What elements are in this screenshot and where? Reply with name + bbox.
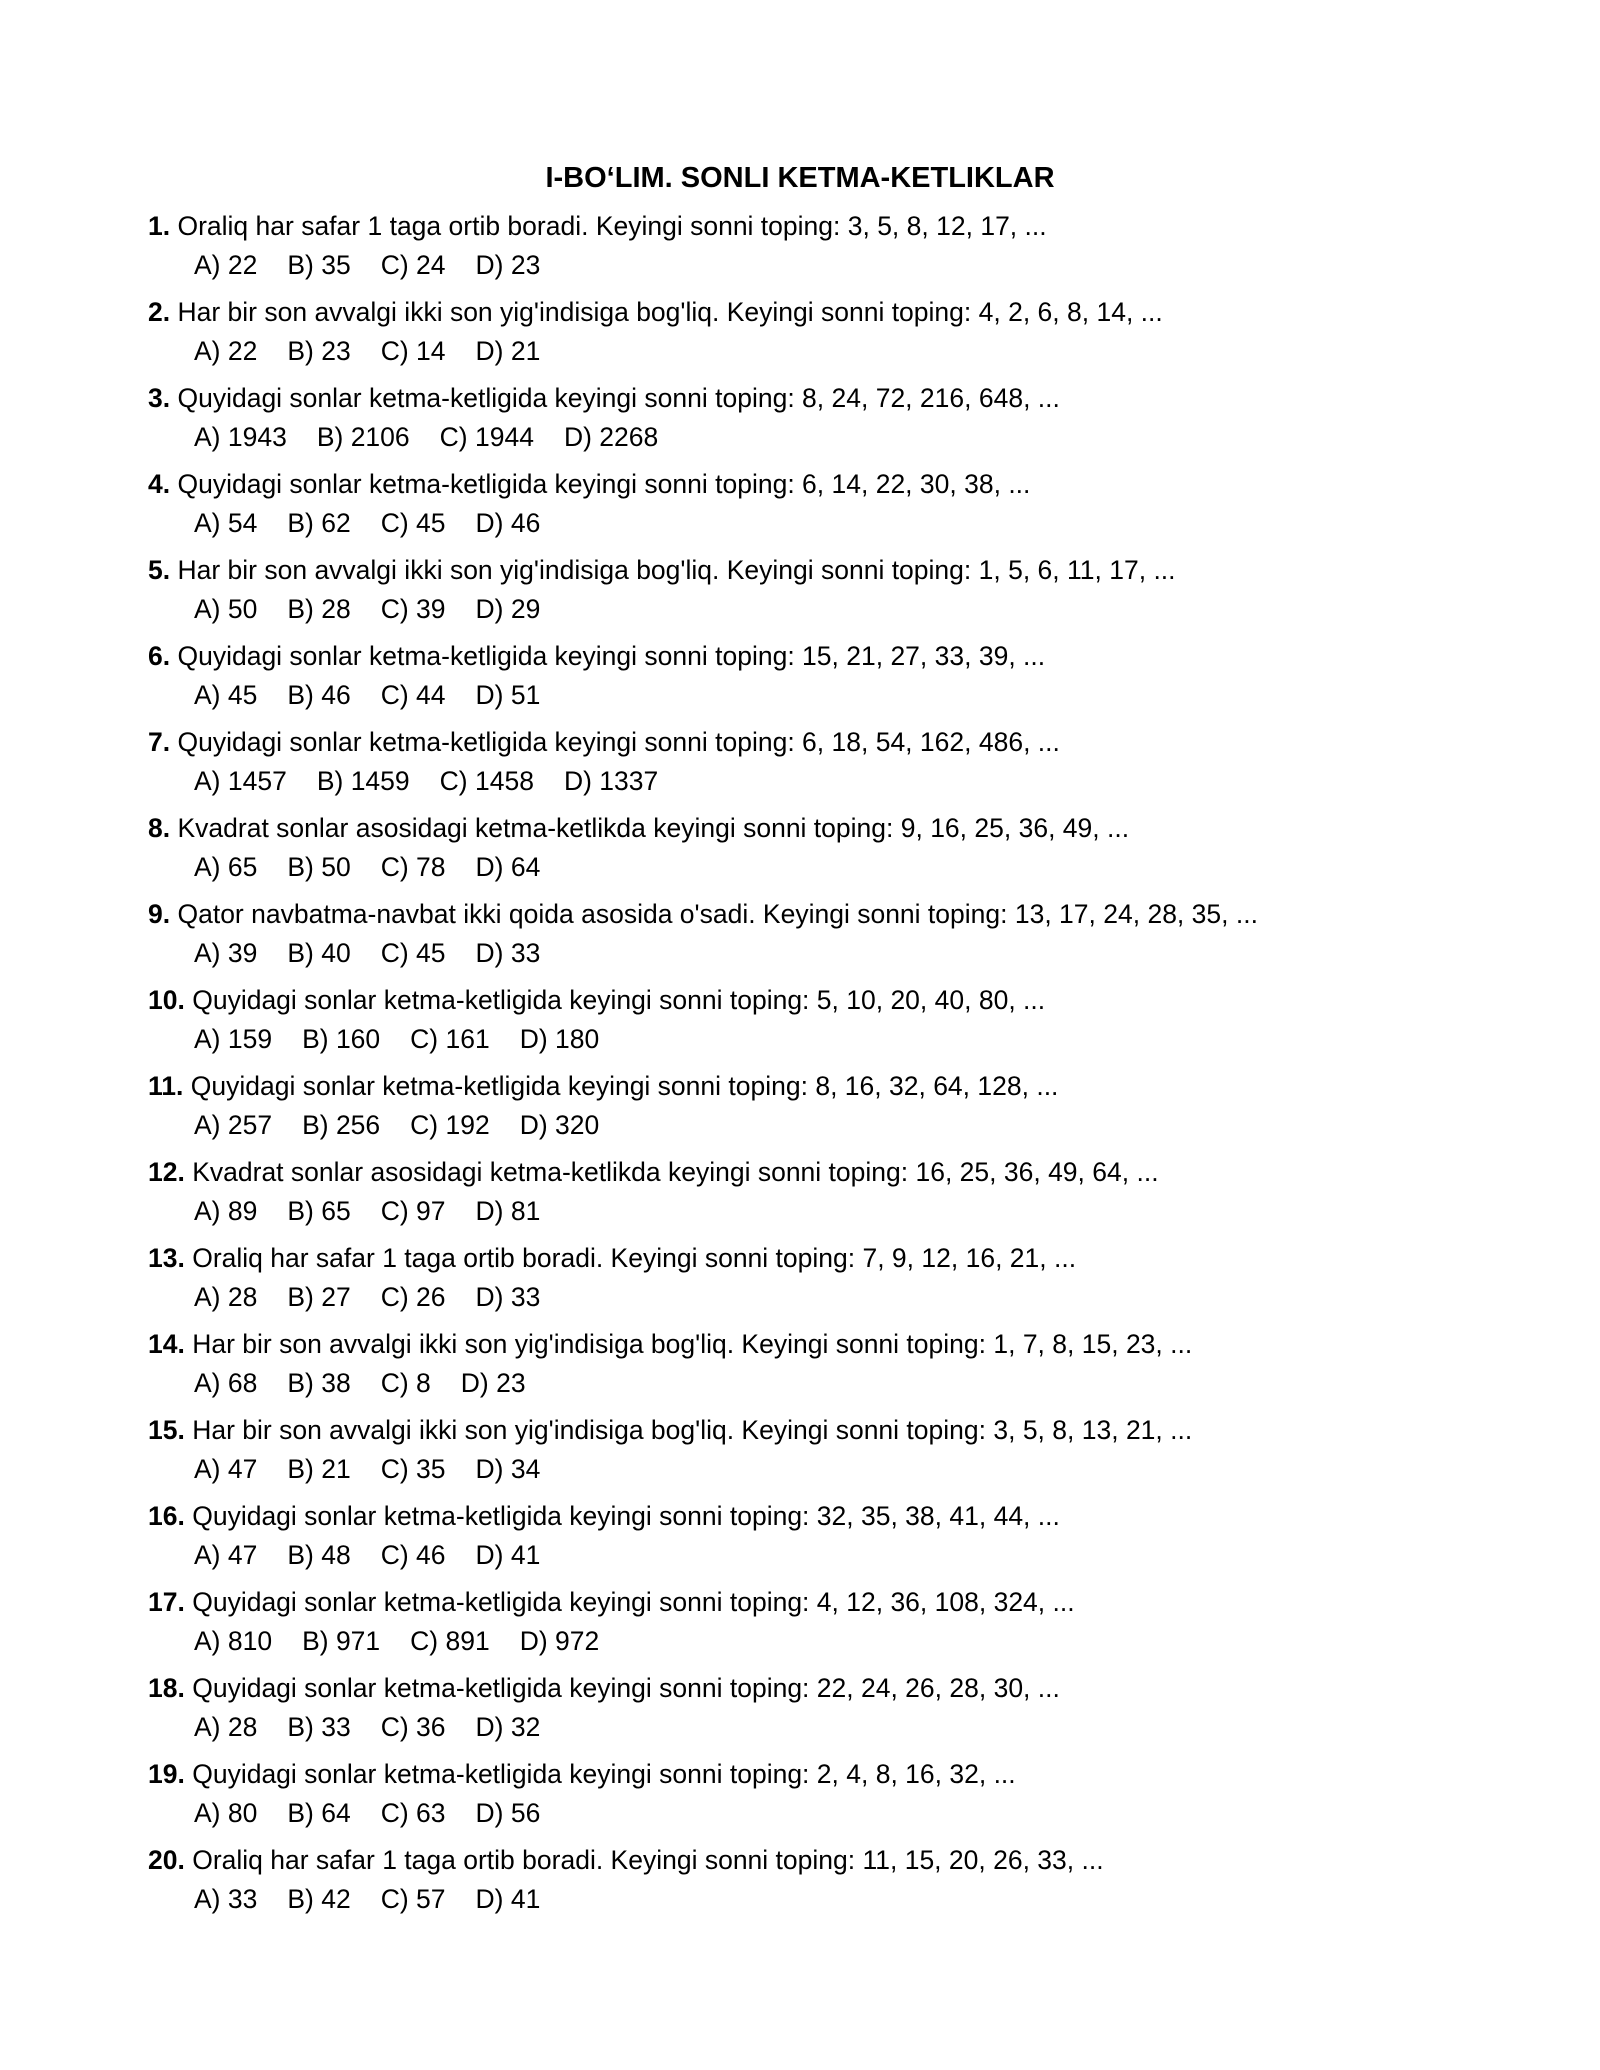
question-text: Har bir son avvalgi ikki son yig'indisiga bog'liq. Keyingi sonni toping: 3, 5, 8, 13, 21, ... (192, 1415, 1193, 1445)
answer-options (148, 1537, 1528, 1573)
question-number: 7. (148, 727, 171, 757)
question-line (148, 1498, 1528, 1534)
answer-option: B) 160 (302, 1024, 381, 1054)
question-number: 12. (148, 1157, 185, 1187)
question-text: Har bir son avvalgi ikki son yig'indisiga bog'liq. Keyingi sonni toping: 1, 7, 8, 15, 23, ... (192, 1329, 1193, 1359)
question-number: 14. (148, 1329, 185, 1359)
question-line (148, 1412, 1528, 1448)
question-line (148, 294, 1528, 330)
question-item (148, 638, 1528, 724)
answer-option: B) 62 (287, 508, 351, 538)
answer-option: C) 1944 (439, 422, 534, 452)
question-number: 13. (148, 1243, 185, 1273)
question-number: 9. (148, 899, 171, 929)
answer-option: C) 57 (380, 1884, 446, 1914)
answer-option: A) 54 (194, 508, 258, 538)
answer-option: C) 78 (380, 852, 446, 882)
answer-option: A) 22 (194, 336, 258, 366)
question-text: Kvadrat sonlar asosidagi ketma-ketlikda keyingi sonni toping: 9, 16, 25, 36, 49, ... (177, 813, 1130, 843)
answer-option: D) 81 (475, 1196, 541, 1226)
question-item (148, 982, 1528, 1068)
answer-option: B) 33 (287, 1712, 351, 1742)
answer-option: B) 21 (287, 1454, 351, 1484)
answer-option: C) 14 (380, 336, 446, 366)
question-number: 2. (148, 297, 171, 327)
answer-option: B) 1459 (316, 766, 410, 796)
answer-option: D) 180 (519, 1024, 600, 1054)
answer-option: D) 41 (475, 1884, 541, 1914)
question-text: Quyidagi sonlar ketma-ketligida keyingi sonni toping: 5, 10, 20, 40, 80, ... (192, 985, 1046, 1015)
answer-options (148, 935, 1528, 971)
answer-option: B) 38 (287, 1368, 351, 1398)
question-number: 8. (148, 813, 171, 843)
answer-option: C) 26 (380, 1282, 446, 1312)
answer-option: D) 1337 (563, 766, 659, 796)
answer-option: A) 80 (194, 1798, 258, 1828)
question-text: Har bir son avvalgi ikki son yig'indisiga bog'liq. Keyingi sonni toping: 1, 5, 6, 11, 17, ... (177, 555, 1176, 585)
question-item (148, 294, 1528, 380)
question-line (148, 1842, 1528, 1878)
question-line (148, 380, 1528, 416)
question-line (148, 1068, 1528, 1104)
answer-options (148, 849, 1528, 885)
question-number: 6. (148, 641, 171, 671)
answer-option: C) 192 (410, 1110, 490, 1140)
answer-option: C) 45 (380, 508, 446, 538)
question-line (148, 982, 1528, 1018)
answer-option: A) 810 (194, 1626, 273, 1656)
question-line (148, 896, 1528, 932)
question-line (148, 1670, 1528, 1706)
answer-option: A) 68 (194, 1368, 258, 1398)
question-line (148, 466, 1528, 502)
answer-option: B) 46 (287, 680, 351, 710)
answer-options (148, 247, 1528, 283)
question-item (148, 1842, 1528, 1928)
question-item (148, 896, 1528, 982)
answer-option: A) 33 (194, 1884, 258, 1914)
answer-options (148, 1881, 1528, 1917)
question-line (148, 1756, 1528, 1792)
question-line (148, 810, 1528, 846)
answer-option: B) 971 (302, 1626, 381, 1656)
answer-option: D) 972 (519, 1626, 600, 1656)
answer-option: A) 28 (194, 1712, 258, 1742)
question-item (148, 466, 1528, 552)
answer-option: D) 33 (475, 1282, 541, 1312)
question-item (148, 552, 1528, 638)
answer-option: B) 40 (287, 938, 351, 968)
answer-option: D) 23 (475, 250, 541, 280)
answer-options (148, 1709, 1528, 1745)
question-item (148, 1240, 1528, 1326)
question-number: 16. (148, 1501, 185, 1531)
answer-option: A) 1457 (194, 766, 287, 796)
answer-option: B) 27 (287, 1282, 351, 1312)
question-item (148, 1498, 1528, 1584)
question-text: Quyidagi sonlar ketma-ketligida keyingi sonni toping: 6, 14, 22, 30, 38, ... (177, 469, 1031, 499)
answer-option: C) 46 (380, 1540, 446, 1570)
question-number: 10. (148, 985, 185, 1015)
question-text: Quyidagi sonlar ketma-ketligida keyingi sonni toping: 4, 12, 36, 108, 324, ... (192, 1587, 1075, 1617)
answer-option: B) 28 (287, 594, 351, 624)
question-line (148, 552, 1528, 588)
answer-option: D) 29 (475, 594, 541, 624)
answer-options (148, 1193, 1528, 1229)
answer-option: A) 257 (194, 1110, 273, 1140)
question-item (148, 1068, 1528, 1154)
question-text: Quyidagi sonlar ketma-ketligida keyingi sonni toping: 8, 24, 72, 216, 648, ... (177, 383, 1060, 413)
answer-option: C) 161 (410, 1024, 490, 1054)
answer-option: D) 51 (475, 680, 541, 710)
question-item (148, 1154, 1528, 1240)
answer-option: C) 39 (380, 594, 446, 624)
answer-option: B) 2106 (316, 422, 410, 452)
answer-option: D) 2268 (563, 422, 659, 452)
question-number: 18. (148, 1673, 185, 1703)
answer-option: C) 36 (380, 1712, 446, 1742)
answer-option: B) 48 (287, 1540, 351, 1570)
answer-option: B) 23 (287, 336, 351, 366)
answer-options (148, 419, 1528, 455)
question-number: 1. (148, 211, 171, 241)
answer-option: D) 21 (475, 336, 541, 366)
question-line (148, 1154, 1528, 1190)
answer-options (148, 1021, 1528, 1057)
answer-option: A) 89 (194, 1196, 258, 1226)
question-number: 17. (148, 1587, 185, 1617)
question-line (148, 1240, 1528, 1276)
answer-options (148, 1623, 1528, 1659)
question-line (148, 208, 1528, 244)
question-line (148, 638, 1528, 674)
answer-options (148, 333, 1528, 369)
question-line (148, 1584, 1528, 1620)
answer-option: D) 23 (460, 1368, 526, 1398)
question-text: Quyidagi sonlar ketma-ketligida keyingi sonni toping: 15, 21, 27, 33, 39, ... (177, 641, 1046, 671)
answer-option: D) 320 (519, 1110, 600, 1140)
question-item (148, 208, 1528, 294)
question-item (148, 724, 1528, 810)
question-line (148, 1326, 1528, 1362)
answer-option: D) 41 (475, 1540, 541, 1570)
page-title: I-BO‘LIM. SONLI KETMA-KETLIKLAR (545, 162, 1055, 194)
answer-option: C) 35 (380, 1454, 446, 1484)
answer-option: C) 24 (380, 250, 446, 280)
question-list (148, 208, 1528, 1928)
answer-options (148, 1451, 1528, 1487)
answer-option: A) 22 (194, 250, 258, 280)
answer-option: D) 34 (475, 1454, 541, 1484)
question-item (148, 1326, 1528, 1412)
answer-option: A) 65 (194, 852, 258, 882)
question-text: Oraliq har safar 1 taga ortib boradi. Keyingi sonni toping: 7, 9, 12, 16, 21, ... (192, 1243, 1077, 1273)
answer-option: A) 47 (194, 1540, 258, 1570)
answer-option: B) 64 (287, 1798, 351, 1828)
question-item (148, 1584, 1528, 1670)
question-number: 3. (148, 383, 171, 413)
answer-option: B) 50 (287, 852, 351, 882)
answer-options (148, 1365, 1528, 1401)
answer-option: A) 45 (194, 680, 258, 710)
question-item (148, 1412, 1528, 1498)
answer-options (148, 677, 1528, 713)
question-text: Quyidagi sonlar ketma-ketligida keyingi sonni toping: 8, 16, 32, 64, 128, ... (190, 1071, 1059, 1101)
answer-option: C) 97 (380, 1196, 446, 1226)
question-text: Quyidagi sonlar ketma-ketligida keyingi sonni toping: 32, 35, 38, 41, 44, ... (192, 1501, 1060, 1531)
question-item (148, 810, 1528, 896)
question-number: 4. (148, 469, 171, 499)
answer-option: A) 47 (194, 1454, 258, 1484)
answer-option: A) 159 (194, 1024, 273, 1054)
answer-option: C) 8 (380, 1368, 431, 1398)
answer-option: B) 42 (287, 1884, 351, 1914)
question-number: 20. (148, 1845, 185, 1875)
answer-options (148, 591, 1528, 627)
question-number: 19. (148, 1759, 185, 1789)
answer-options (148, 1107, 1528, 1143)
question-number: 5. (148, 555, 171, 585)
answer-option: C) 63 (380, 1798, 446, 1828)
question-item (148, 1670, 1528, 1756)
answer-option: D) 33 (475, 938, 541, 968)
answer-option: A) 1943 (194, 422, 287, 452)
answer-option: D) 32 (475, 1712, 541, 1742)
answer-option: B) 65 (287, 1196, 351, 1226)
question-text: Kvadrat sonlar asosidagi ketma-ketlikda keyingi sonni toping: 16, 25, 36, 49, 64, ... (192, 1157, 1159, 1187)
answer-option: B) 256 (302, 1110, 381, 1140)
answer-option: C) 1458 (439, 766, 534, 796)
question-number: 11. (148, 1071, 184, 1101)
question-text: Quyidagi sonlar ketma-ketligida keyingi sonni toping: 2, 4, 8, 16, 32, ... (192, 1759, 1016, 1789)
answer-option: A) 39 (194, 938, 258, 968)
answer-options (148, 1279, 1528, 1315)
answer-option: C) 44 (380, 680, 446, 710)
answer-option: A) 50 (194, 594, 258, 624)
answer-option: C) 891 (410, 1626, 490, 1656)
question-text: Qator navbatma-navbat ikki qoida asosida o'sadi. Keyingi sonni toping: 13, 17, 24, 28, 35, ... (177, 899, 1258, 929)
answer-option: C) 45 (380, 938, 446, 968)
question-number: 15. (148, 1415, 185, 1445)
answer-options (148, 1795, 1528, 1831)
answer-options (148, 505, 1528, 541)
question-item (148, 1756, 1528, 1842)
answer-options (148, 763, 1528, 799)
question-text: Oraliq har safar 1 taga ortib boradi. Keyingi sonni toping: 11, 15, 20, 26, 33, ... (192, 1845, 1104, 1875)
answer-option: D) 56 (475, 1798, 541, 1828)
question-text: Quyidagi sonlar ketma-ketligida keyingi sonni toping: 22, 24, 26, 28, 30, ... (192, 1673, 1060, 1703)
answer-option: A) 28 (194, 1282, 258, 1312)
question-text: Oraliq har safar 1 taga ortib boradi. Keyingi sonni toping: 3, 5, 8, 12, 17, ... (177, 211, 1047, 241)
question-item (148, 380, 1528, 466)
answer-option: B) 35 (287, 250, 351, 280)
question-line (148, 724, 1528, 760)
question-text: Har bir son avvalgi ikki son yig'indisiga bog'liq. Keyingi sonni toping: 4, 2, 6, 8, 14, ... (177, 297, 1163, 327)
question-text: Quyidagi sonlar ketma-ketligida keyingi sonni toping: 6, 18, 54, 162, 486, ... (177, 727, 1060, 757)
answer-option: D) 64 (475, 852, 541, 882)
answer-option: D) 46 (475, 508, 541, 538)
